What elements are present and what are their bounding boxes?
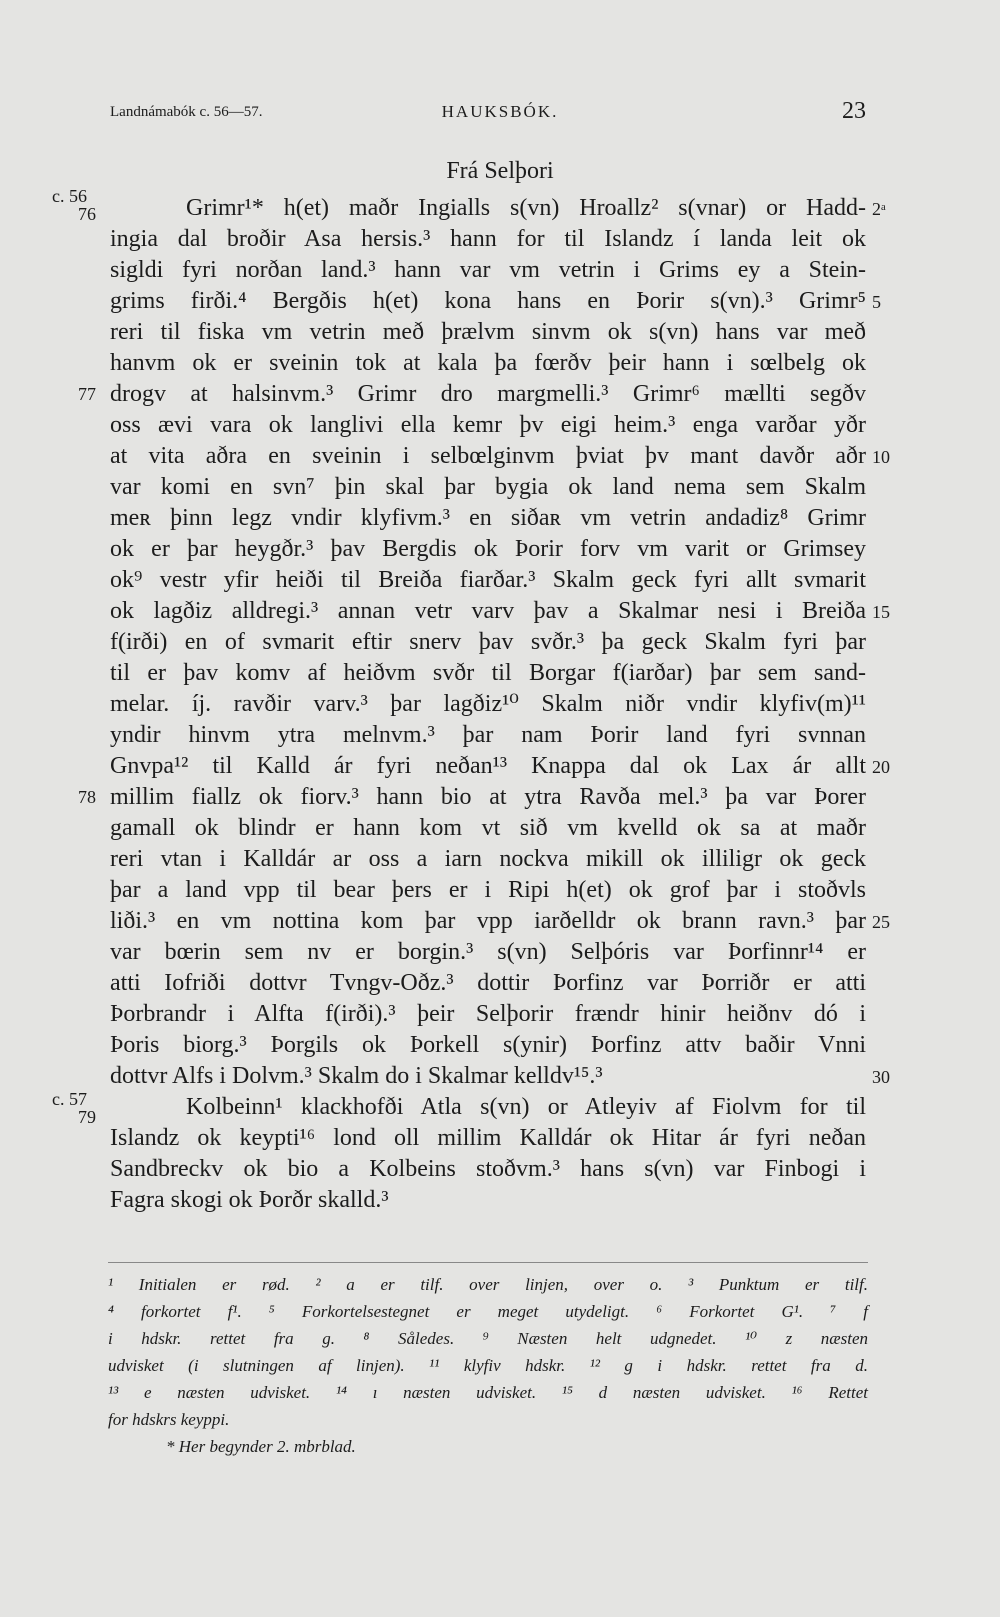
text-line: grims firði.⁴ Bergðis h(et) kona hans en Þorir s(vn).³ Grimr⁵ [110, 288, 866, 314]
text-line: ok⁹ vestr yfir heiði til Breiða fiarðar.³ Skalm geck fyri allt svmarit [110, 567, 866, 593]
running-header [0, 98, 1000, 134]
margin-left-label: 78 [78, 787, 96, 807]
text-line: meʀ þinn legz vndir klyfivm.³ en siðaʀ vm vetrin andadiz⁸ Grimr [110, 505, 866, 531]
margin-right-label: 10 [872, 447, 890, 467]
text-line: sigldi fyri norðan land.³ hann var vm vetrin i Grims ey a Stein- [110, 257, 866, 283]
text-line: Sandbreckv ok bio a Kolbeins stoðvm.³ hans s(vn) var Finbogi i [110, 1156, 866, 1182]
text-line: f(irði) en of svmarit eftir snerv þav svðr.³ þa geck Skalm fyri þar [110, 629, 866, 655]
section-title: Frá Selþori [446, 158, 554, 184]
text-line: oss ævi vara ok langlivi ella kemr þv eigi heim.³ enga varðar yðr [110, 412, 866, 438]
text-line: ok lagðiz alldregi.³ annan vetr varv þav a Skalmar nesi i Breiða [110, 598, 866, 624]
text-line: til er þav komv af heiðvm svðr til Borgar f(iarðar) þar sem sand- [110, 660, 866, 686]
text-line: Fagra skogi ok Þorðr skalld.³ [110, 1187, 389, 1213]
margin-left-label: 77 [78, 384, 96, 404]
text-line: Þoris biorg.³ Þorgils ok Þorkell s(ynir) Þorfinz attv baðir Vnni [110, 1032, 866, 1058]
margin-left-label: 79 [78, 1107, 96, 1127]
margin-left-label: c. 57 [52, 1089, 87, 1109]
text-line: yndir hinvm ytra melnvm.³ þar nam Þorir land fyri svnnan [110, 722, 866, 748]
margin-left-label: 76 [78, 204, 96, 224]
margin-right-label: 25 [872, 912, 890, 932]
text-line: var bœrin sem nv er borgin.³ s(vn) Selþóris var Þorfinnr¹⁴ er [110, 939, 866, 965]
margin-right-label: 5 [872, 292, 881, 312]
text-line: Islandz ok keypti¹⁶ lond oll millim Kalldár ok Hitar ár fyri neðan [110, 1125, 866, 1151]
header-center: HAUKSBÓK. [441, 102, 559, 121]
footnotes [108, 1262, 868, 1460]
text-line: Þorbrandr i Alfta f(irði).³ þeir Selþorir frændr hinir heiðnv dó i [110, 1001, 866, 1027]
text-line: ok er þar heygðr.³ þav Bergdis ok Þorir forv vm varit or Grimsey [110, 536, 866, 562]
footnote-line: udvisket (i slutningen af linjen). ¹¹ klyfiv hdskr. ¹² g i hdskr. rettet fra d. [108, 1356, 868, 1375]
margin-left-label: c. 56 [52, 186, 87, 206]
text-line: reri til fiska vm vetrin með þrælvm sinvm ok s(vn) hans var með [110, 319, 866, 345]
text-line: melar. íj. ravðir varv.³ þar lagðiz¹⁰ Skalm niðr vndir klyfiv(m)¹¹ [110, 691, 866, 717]
text-line: þar a land vpp til bear þers er i Ripi h(et) ok grof þar i stoðvls [110, 877, 866, 903]
text-line: reri vtan i Kalldár ar oss a iarn nockva mikill ok illiligr ok geck [110, 846, 866, 872]
text-line: dottvr Alfs i Dolvm.³ Skalm do i Skalmar kelldv¹⁵.³ [110, 1063, 603, 1089]
text-line: var komi en svn⁷ þin skal þar bygia ok land nema sem Skalm [110, 474, 866, 500]
page-number: 23 [842, 98, 866, 124]
text-line: hanvm ok er sveinin tok at kala þa fœrðv þeir hann i sœlbelg ok [110, 350, 866, 376]
margin-right-label: 15 [872, 602, 890, 622]
main-text [110, 193, 866, 1216]
text-line: atti Iofriði dottvr Tvngv-Oðz.³ dottir Þorfinz var Þorriðr er atti [110, 970, 866, 996]
footnote-line: ¹ Initialen er rød. ² a er tilf. over linjen, over o. ³ Punktum er tilf. [108, 1275, 868, 1294]
footnote-line: ⁴ forkortet f¹. ⁵ Forkortelsestegnet er meget utydeligt. ⁶ Forkortet G¹. ⁷ f [108, 1302, 868, 1321]
text-line: Kolbeinn¹ klackhofði Atla s(vn) or Atleyiv af Fiolvm for til [186, 1094, 866, 1120]
footnote-line: * Her begynder 2. mbrblad. [166, 1437, 356, 1456]
margin-right-label: 30 [872, 1067, 890, 1087]
text-line: ingia dal broðir Asa hersis.³ hann for til Islandz í landa leit ok [110, 226, 866, 252]
margin-right-label: 20 [872, 757, 890, 777]
text-line: Gnvpa¹² til Kalld ár fyri neðan¹³ Knappa dal ok Lax ár allt [110, 753, 866, 779]
text-line: drogv at halsinvm.³ Grimr dro margmelli.³ Grimr⁶ mællti segðv [110, 381, 866, 407]
text-line: millim fiallz ok fiorv.³ hann bio at ytra Ravða mel.³ þa var Þorer [110, 784, 866, 810]
text-line: at vita aðra en sveinin i selbœlginvm þviat þv mant davðr aðr [110, 443, 866, 469]
margin-right-label: 2ᵃ [872, 199, 886, 219]
text-line: liði.³ en vm nottina kom þar vpp iarðelldr ok brann ravn.³ þar [110, 908, 866, 934]
footnote-line: i hdskr. rettet fra g. ⁸ Således. ⁹ Næsten helt udgnedet. ¹⁰ z næsten [108, 1329, 868, 1348]
text-line: gamall ok blindr er hann kom vt sið vm kvelld ok sa at maðr [110, 815, 866, 841]
footnote-line: ¹³ e næsten udvisket. ¹⁴ ı næsten udvisket. ¹⁵ d næsten udvisket. ¹⁶ Rettet [108, 1383, 868, 1402]
header-left: Landnámabók c. 56—57. [110, 104, 263, 120]
footnote-line: for hdskrs keyppi. [108, 1410, 230, 1429]
text-line: Grimr¹* h(et) maðr Ingialls s(vn) Hroallz² s(vnar) or Hadd- [186, 195, 866, 221]
